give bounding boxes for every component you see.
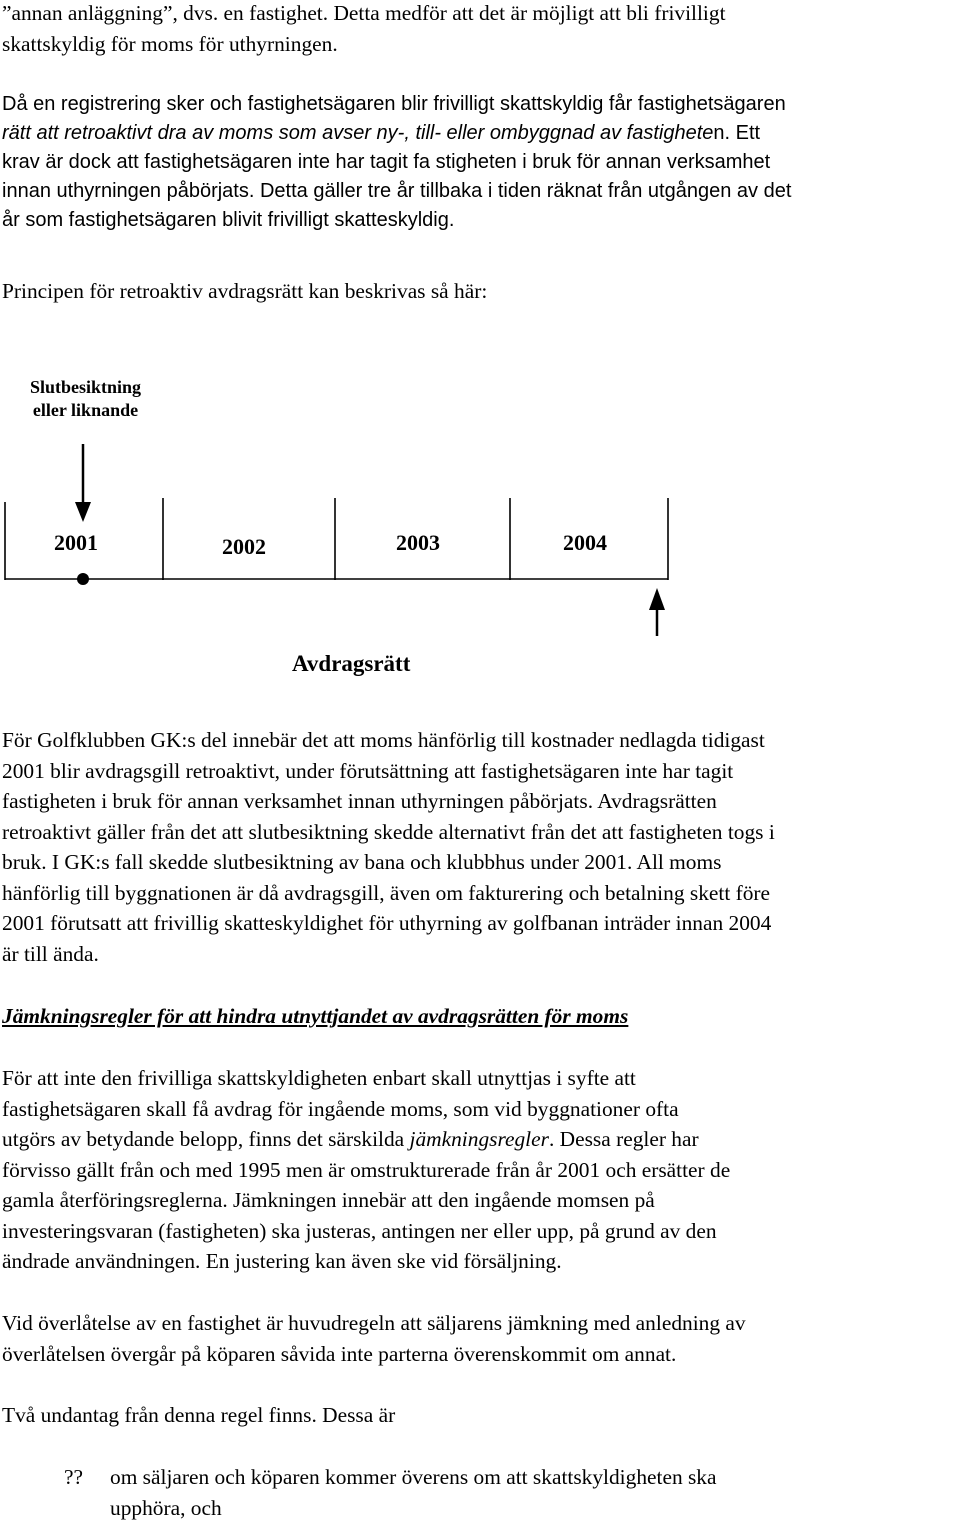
diagram-start-label-line: Slutbesiktning [29, 377, 142, 397]
text-line: Vid överlåtelse av en fastighet är huvudregeln att säljarens jämkning med anledning av [2, 1311, 746, 1335]
paragraph-golfklubben [2, 725, 775, 969]
text-line: krav är dock att fastighetsägaren inte har tagit fa stigheten i bruk för annan verksamhet [2, 151, 771, 173]
text-line: förvisso gällt från och med 1995 men är omstrukturerade från år 2001 och ersätter de [2, 1157, 731, 1182]
text-line: överlåtelsen övergår på köparen såvida inte parterna överenskommit om annat. [2, 1341, 677, 1366]
text-line [2, 119, 958, 148]
text-line: om säljaren och köparen kommer överens om att skattskyldigheten ska [110, 1465, 717, 1489]
text-line: hänförlig till byggnationen är då avdragsgill, även om fakturering och betalning skett före [2, 880, 771, 905]
text-line: För att inte den frivilliga skattskyldigheten enbart skall utnyttjas i syfte att [2, 1066, 636, 1090]
text-fragment: Ett [730, 122, 761, 144]
text-line: ändrade användningen. En justering kan även ske vid försäljning. [2, 1249, 562, 1273]
text-line: upphöra, och [110, 1495, 222, 1520]
year-label: 2003 [396, 530, 440, 555]
start-dot [77, 573, 89, 585]
text-line: skattskyldig för moms för uthyrningen. [2, 31, 338, 56]
year-label: 2001 [54, 530, 98, 555]
text-line: retroaktivt gäller från det att slutbesiktning skedde alternativt från det att fastigheten togs i [2, 819, 775, 844]
section-heading: Jämkningsregler för att hindra utnyttjandet av avdragsrätten för moms [2, 1004, 629, 1028]
text-line: investeringsvaran (fastigheten) ska justeras, antingen ner eller upp, på grund av den [2, 1218, 717, 1243]
diagram-start-label [18, 376, 153, 422]
diagram-start-label-line: eller liknande [32, 400, 139, 420]
bullet-marker: ?? [64, 1465, 83, 1489]
text-line: fastighetsägaren skall få avdrag för ingående moms, som vid byggnationer ofta [2, 1096, 679, 1121]
text-line: är till ända. [2, 941, 99, 966]
timeline-lines [0, 440, 960, 640]
text-line: 2001 blir avdragsgill retroaktivt, under förutsättning att fastighetsägaren inte har tagit [2, 758, 734, 783]
start-arrow-head [75, 502, 91, 522]
text-line: bruk. I GK:s fall skedde slutbesiktning av bana och klubbhus under 2001. All moms [2, 850, 722, 874]
text-line: innan uthyrningen påbörjats. Detta gäller tre år tillbaka i tiden räknat från utgången av det [2, 180, 792, 202]
paragraph-undantag [2, 1400, 395, 1431]
text-fragment: . Dessa regler har [548, 1127, 699, 1151]
year-label: 2004 [563, 530, 607, 555]
bullet-item [110, 1462, 717, 1523]
text-fragment: n. [713, 122, 731, 144]
text-line: För Golfklubben GK:s del innebär det att moms hänförlig till kostnader nedlagda tidigast [2, 728, 765, 752]
paragraph-intro [2, 0, 726, 59]
paragraph-principle [2, 276, 487, 307]
diagram-end-label: Avdragsrätt [292, 651, 411, 676]
text-line: gamla återföringsreglerna. Jämkningen innebär att den ingående momsen på [2, 1188, 655, 1212]
paragraph-retroactive [2, 90, 958, 235]
italic-term: jämkningsregler [409, 1127, 549, 1151]
text-line: 2001 förutsatt att frivillig skatteskyldighet för uthyrning av golfbanan inträder innan 2004 [2, 911, 772, 935]
text-line: ”annan anläggning”, dvs. en fastighet. Detta medför att det är möjligt att bli frivilligt [2, 1, 726, 25]
text-line: Två undantag från denna regel finns. Dessa är [2, 1403, 396, 1427]
text-fragment: utgörs av betydande belopp, finns det särskilda [2, 1127, 410, 1151]
text-line: Då en registrering sker och fastighetsägaren blir frivilligt skattskyldig får fastighetsägaren [2, 93, 786, 115]
text-line: fastigheten i bruk för annan verksamhet innan uthyrningen påbörjats. Avdragsrätten [2, 789, 717, 813]
text-line: Principen för retroaktiv avdragsrätt kan beskrivas så här: [2, 279, 488, 303]
paragraph-jamkning [2, 1063, 730, 1277]
paragraph-overlatelse [2, 1308, 746, 1369]
text-line: år som fastighetsägaren blivit frivilligt skatteskyldig. [2, 209, 455, 231]
text-line [2, 1124, 730, 1155]
italic-text: rätt att retroaktivt dra av moms som avser ny-, till- eller ombyggnad av fastighete [2, 122, 714, 144]
year-label: 2002 [222, 534, 266, 559]
